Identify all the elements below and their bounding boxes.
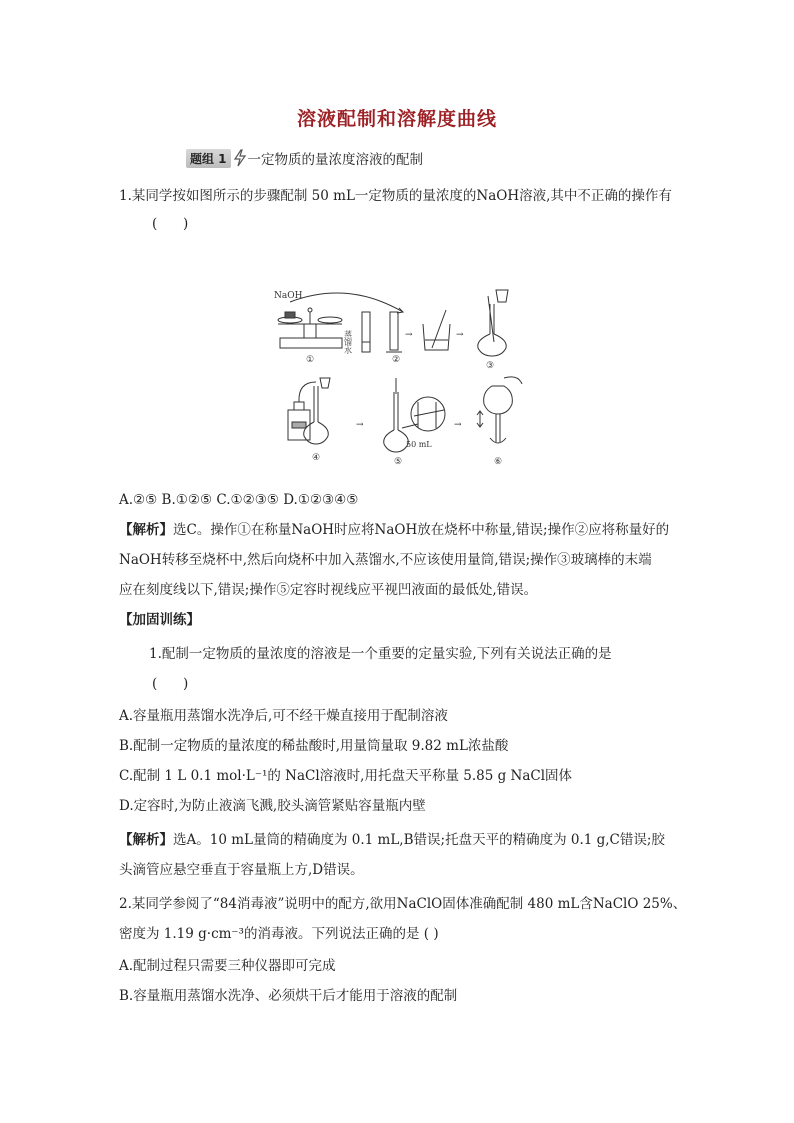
reinforce-q1-analysis-line-2: 头滴管应悬空垂直于容量瓶上方,D错误。	[119, 862, 364, 878]
reinforce-q2-option-b: B.容量瓶用蒸馏水洗净、必须烘干后才能用于溶液的配制	[119, 988, 458, 1004]
flask-transfer-illustration	[478, 290, 508, 371]
naoh-label: NaOH	[274, 291, 303, 301]
volume-fixing-illustration	[384, 378, 462, 467]
reinforce-q1-stem: 1.配制一定物质的量浓度的溶液是一个重要的定量实验,下列有关说法正确的是	[149, 646, 612, 662]
question-1-analysis-line-1	[119, 520, 669, 540]
reinforce-heading: 【加固训练】	[119, 612, 200, 628]
reinforce-q2-option-a: A.配制过程只需要三种仪器即可完成	[119, 958, 336, 974]
question-1-stem: 1.某同学按如图所示的步骤配制 50 mL一定物质的量浓度的NaOH溶液,其中不正确的操作有	[119, 188, 672, 204]
step-3-label: ③	[486, 361, 495, 371]
water-label: 蒸馏水	[343, 330, 353, 354]
step-4-label: ④	[312, 453, 321, 463]
arrow-4: →	[454, 420, 462, 430]
analysis-tag: 【解析】	[119, 522, 173, 538]
step-1-label: ①	[306, 355, 315, 365]
washing-illustration	[288, 378, 364, 463]
arrow-3: →	[356, 420, 364, 430]
shaking-illustration	[477, 377, 522, 467]
volume-label: 50 mL	[406, 440, 432, 449]
reinforce-q1-option-d: D.定容时,为防止液滴飞溅,胶头滴管紧贴容量瓶内壁	[119, 798, 426, 814]
group-tag: 题组 1	[186, 149, 231, 168]
question-1-options: A.②⑤ B.①②⑤ C.①②③⑤ D.①②③④⑤	[119, 492, 359, 508]
question-1-analysis-line-2: NaOH转移至烧杯中,然后向烧杯中加入蒸馏水,不应该使用量筒,错误;操作③玻璃棒的末端	[119, 552, 652, 568]
beaker-illustration	[423, 310, 464, 350]
arrow-1: →	[405, 330, 413, 340]
reinforce-q2-stem-line-1: 2.某同学参阅了“84消毒液”说明中的配方,欲用NaClO固体准确配制 480 mL含NaClO 25%、	[119, 896, 687, 912]
lightning-icon	[232, 149, 248, 167]
arrow-2: →	[456, 330, 464, 340]
reinforce-q1-paren: ( )	[152, 676, 189, 692]
balance-illustration	[274, 291, 403, 365]
group-name: 一定物质的量浓度溶液的配制	[247, 152, 424, 168]
reinforce-q2-stem-line-2: 密度为 1.19 g·cm⁻³的消毒液。下列说法正确的是 ( )	[119, 926, 439, 942]
step-6-label: ⑥	[494, 457, 503, 467]
reinforce-q1-analysis-line-1	[119, 830, 665, 850]
experiment-figure	[268, 282, 528, 482]
reinforce-q1-option-b: B.配制一定物质的量浓度的稀盐酸时,用量筒量取 9.82 mL浓盐酸	[119, 738, 509, 754]
analysis-text: 选A。10 mL量筒的精确度为 0.1 mL,B错误;托盘天平的精确度为 0.1 g,C错误;胶	[173, 832, 665, 848]
question-group-header	[186, 148, 423, 168]
cylinder-illustration	[344, 312, 414, 365]
answer-paren: ( )	[152, 216, 189, 232]
step-2-label: ②	[392, 355, 401, 365]
analysis-tag: 【解析】	[119, 832, 173, 848]
reinforce-q1-option-c: C.配制 1 L 0.1 mol·L⁻¹的 NaCl溶液时,用托盘天平称量 5.85 g NaCl固体	[119, 768, 573, 784]
step-5-label: ⑤	[394, 457, 403, 467]
analysis-text: 选C。操作①在称量NaOH时应将NaOH放在烧杯中称量,错误;操作②应将称量好的	[173, 522, 670, 538]
question-1-analysis-line-3: 应在刻度线以下,错误;操作⑤定容时视线应平视凹液面的最低处,错误。	[119, 582, 538, 598]
page-title: 溶液配制和溶解度曲线	[296, 108, 497, 130]
reinforce-q1-option-a: A.容量瓶用蒸馏水洗净后,可不经干燥直接用于配制溶液	[119, 708, 448, 724]
